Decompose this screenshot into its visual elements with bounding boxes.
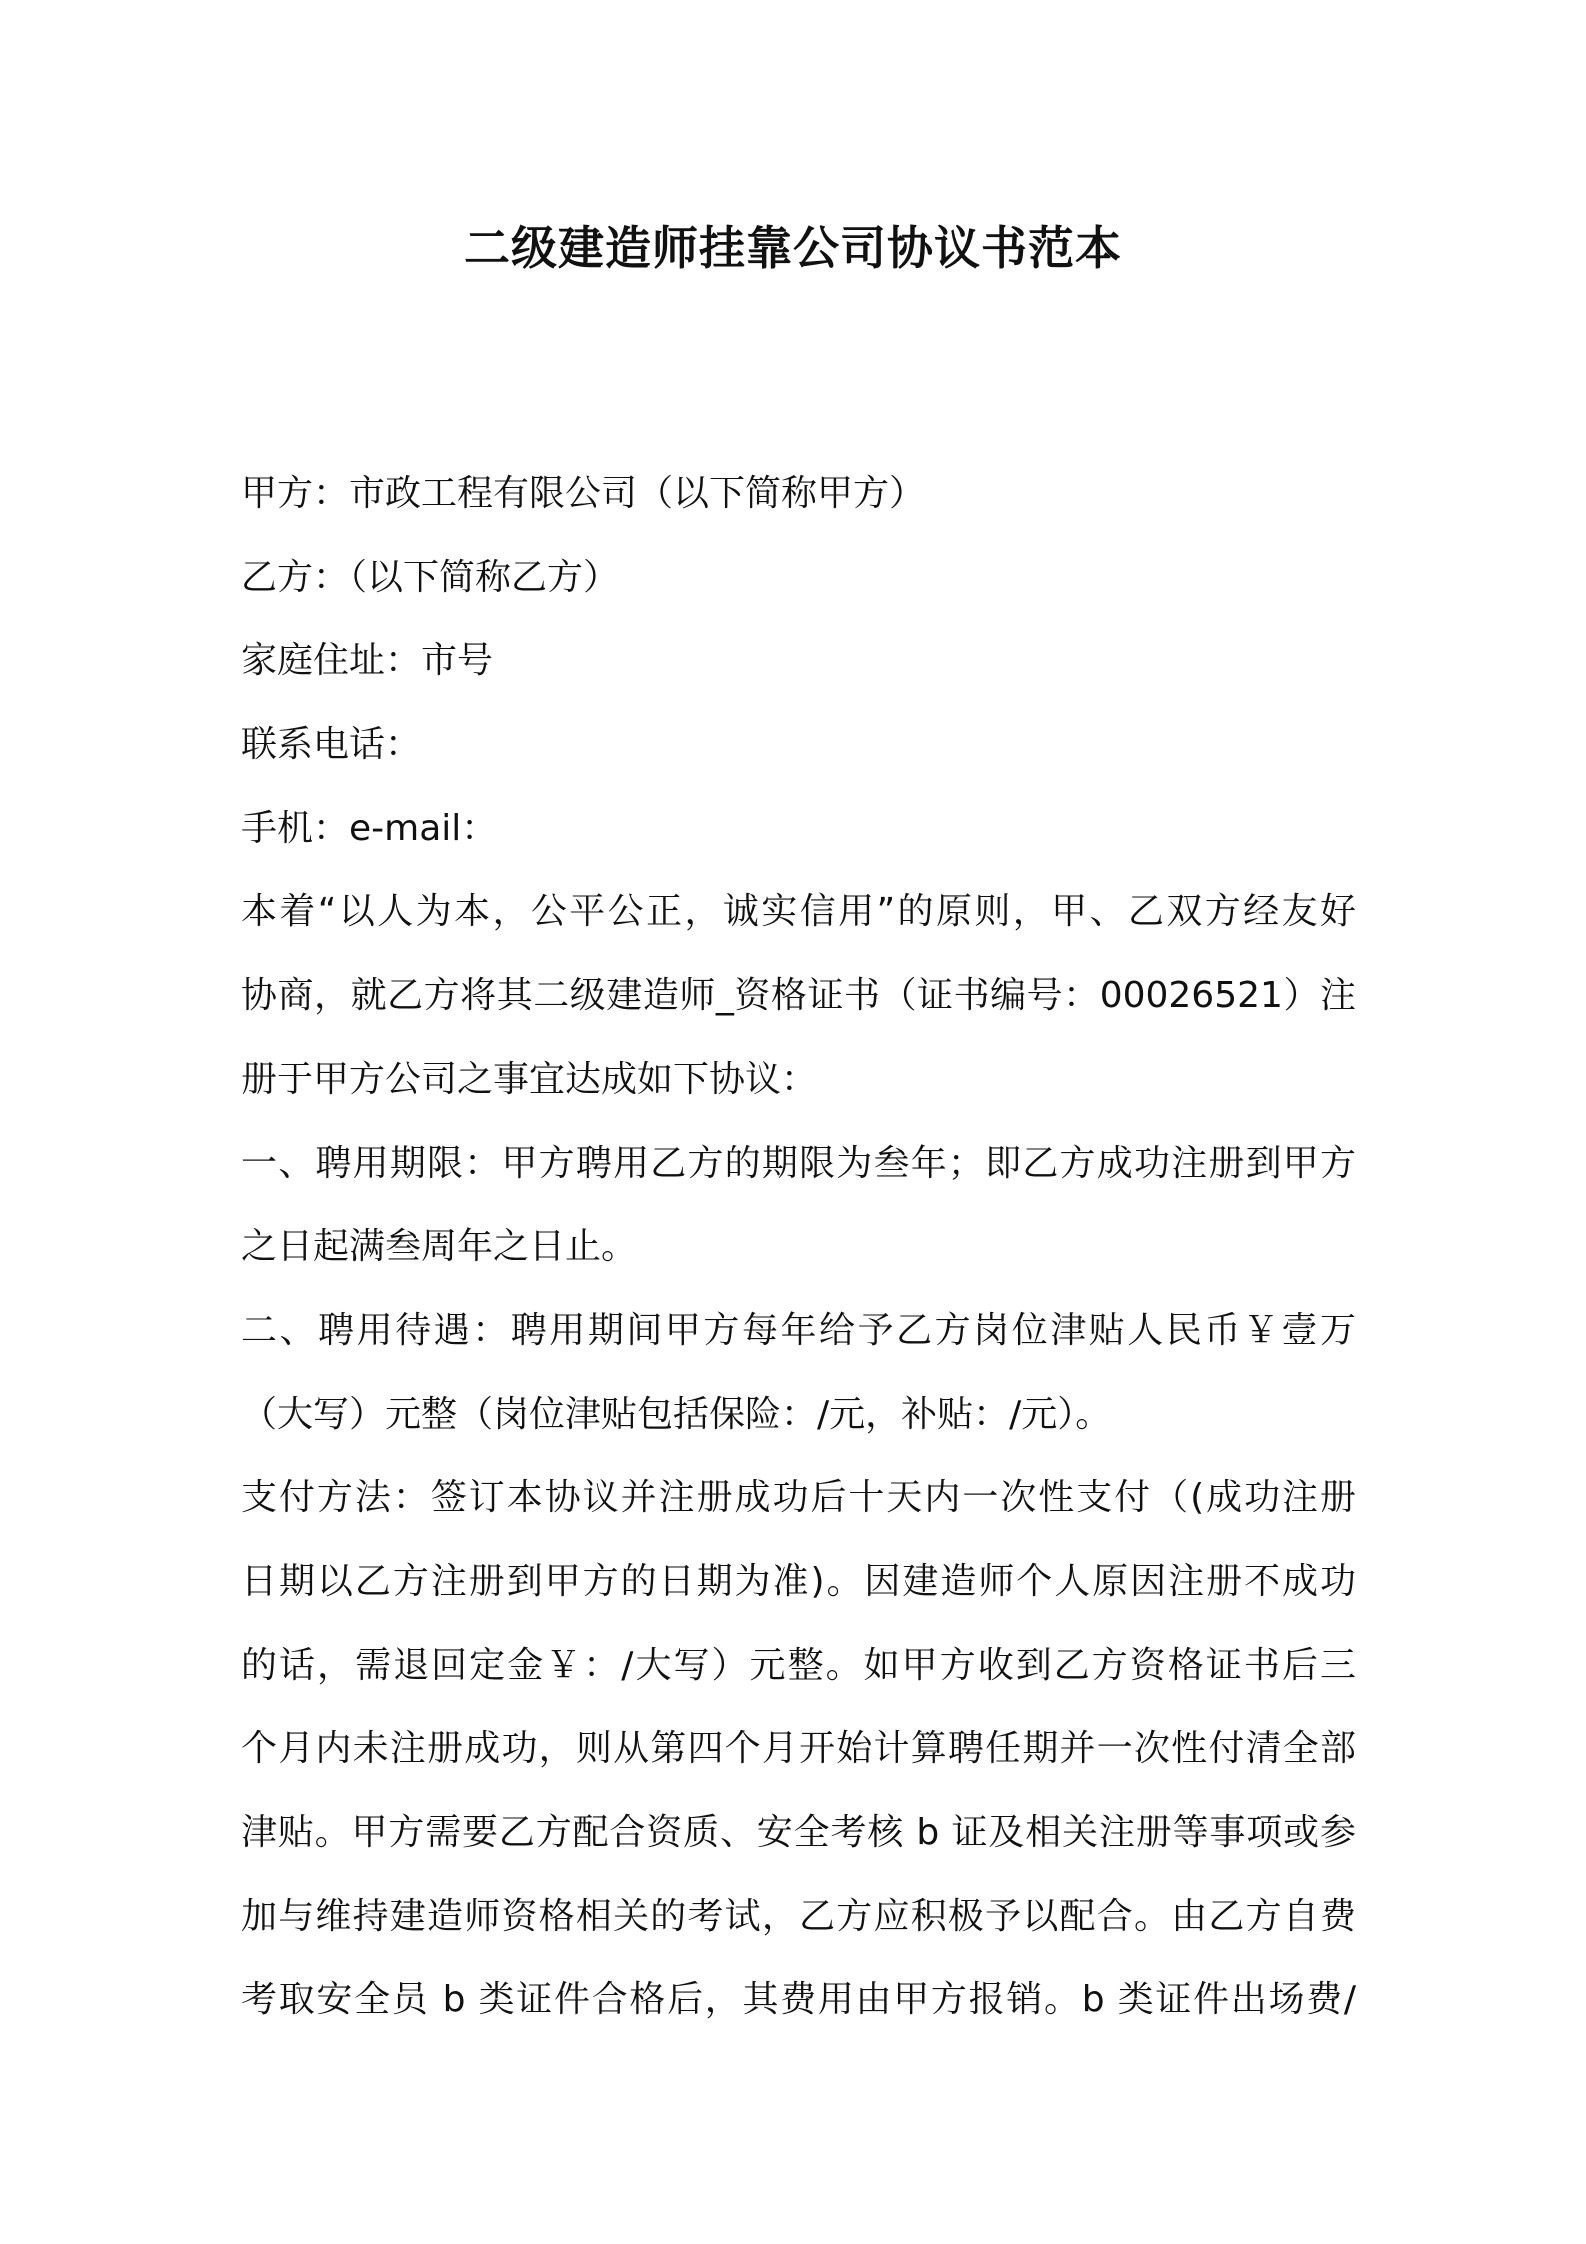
body-line: 家庭住址：市号 [241,640,494,682]
document-body [241,452,1356,2042]
body-line: 支付方法：签订本协议并注册成功后十天内一次性支付（(成功注册 [241,1477,1356,1519]
body-line: 的话，需退回定金￥：/大写）元整。如甲方收到乙方资格证书后三 [241,1644,1356,1686]
body-line: 考取安全员 b 类证件合格后，其费用由甲方报销。b 类证件出场费/ [241,1979,1356,2021]
body-line: 本着“以人为本，公平公正，诚实信用”的原则，甲、乙双方经友好 [241,891,1356,933]
body-line: 津贴。甲方需要乙方配合资质、安全考核 b 证及相关注册等事项或参 [241,1812,1356,1853]
body-line: 乙方：（以下简称乙方） [241,556,620,598]
document-title: 二级建造师挂靠公司协议书范本 [464,221,1122,275]
body-line: 册于甲方公司之事宜达成如下协议： [241,1058,818,1100]
body-line: 二、聘用待遇：聘用期间甲方每年给予乙方岗位津贴人民币￥壹万 [241,1309,1356,1351]
body-line: 加与维持建造师资格相关的考试，乙方应积极予以配合。由乙方自费 [241,1895,1356,1937]
body-line: 甲方：市政工程有限公司（以下简称甲方） [241,473,926,514]
body-line: 协商，就乙方将其二级建造师_资格证书（证书编号：00026521）注 [241,975,1356,1017]
body-line: 个月内未注册成功，则从第四个月开始计算聘任期并一次性付清全部 [241,1728,1356,1770]
body-line: 手机：e-mail： [241,807,498,849]
body-line: 联系电话： [241,724,422,766]
body-line: 一、聘用期限：甲方聘用乙方的期限为叁年；即乙方成功注册到甲方 [241,1142,1356,1184]
body-line: 之日起满叁周年之日止。 [241,1226,638,1268]
body-line: 日期以乙方注册到甲方的日期为准)。因建造师个人原因注册不成功 [241,1560,1356,1602]
body-line: （大写）元整（岗位津贴包括保险：/元，补贴：/元）。 [241,1393,1112,1435]
